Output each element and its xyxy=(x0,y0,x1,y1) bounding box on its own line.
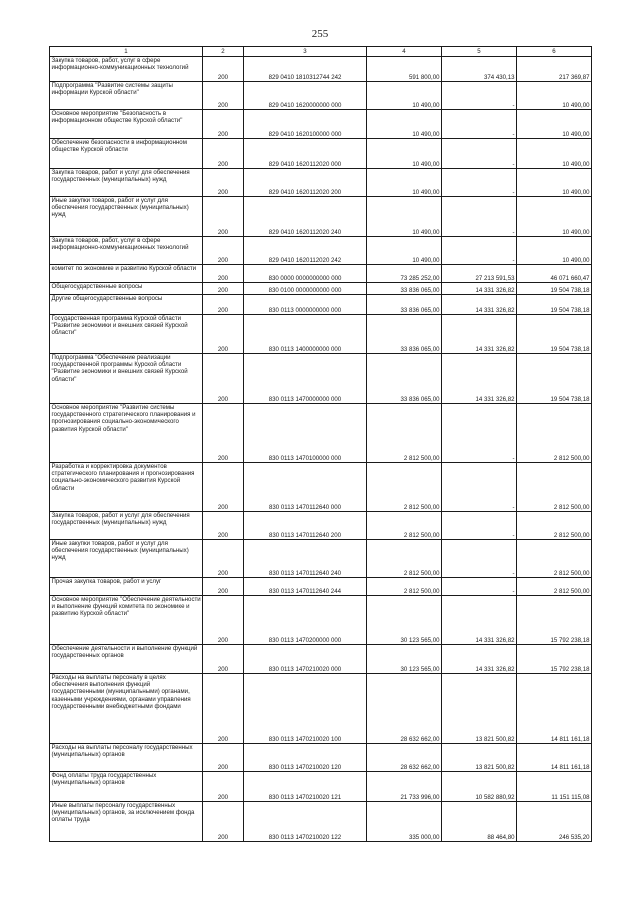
row-approved: 10 490,00 xyxy=(367,169,442,197)
row-name: Закупка товаров, работ, услуг в сфере информационно-коммуникационных технологий xyxy=(50,57,203,82)
row-executed: - xyxy=(442,578,517,596)
row-line-code: 200 xyxy=(203,265,244,283)
row-budget-code: 830 0113 1470210020 120 xyxy=(244,744,367,772)
row-budget-code: 830 0113 1470210020 122 xyxy=(244,802,367,842)
row-executed: - xyxy=(442,237,517,265)
row-approved: 2 812 500,00 xyxy=(367,578,442,596)
row-approved: 335 000,00 xyxy=(367,802,442,842)
row-executed: - xyxy=(442,463,517,512)
row-budget-code: 830 0113 1470112640 240 xyxy=(244,540,367,578)
row-name: Расходы на выплаты персоналу государственных (муниципальных) органов xyxy=(50,744,203,772)
row-line-code: 200 xyxy=(203,596,244,645)
row-line-code: 200 xyxy=(203,404,244,463)
row-budget-code: 830 0113 0000000000 000 xyxy=(244,295,367,315)
row-approved: 21 733 996,00 xyxy=(367,772,442,802)
row-unexecuted: 14 811 161,18 xyxy=(517,744,592,772)
row-line-code: 200 xyxy=(203,82,244,110)
header-col-2: 2 xyxy=(203,47,244,57)
row-name: Иные выплаты персоналу государственных (муниципальных) органов, за исключением фонда оплаты труда xyxy=(50,802,203,842)
row-name: Разработка и корректировка документов стратегического планирования и прогнозирования социально-экономического развития Курской области xyxy=(50,463,203,512)
row-executed: 14 331 326,82 xyxy=(442,645,517,674)
row-name: Иные закупки товаров, работ и услуг для обеспечения государственных (муниципальных) нужд xyxy=(50,197,203,237)
row-name: Подпрограмма "Обеспечение реализации государственной программы Курской области "Развитие экономики и внешних связей Курской области" xyxy=(50,354,203,404)
row-unexecuted: 10 490,00 xyxy=(517,82,592,110)
row-unexecuted: 246 535,20 xyxy=(517,802,592,842)
row-budget-code: 829 0410 1620112020 200 xyxy=(244,169,367,197)
row-budget-code: 829 0410 1620000000 000 xyxy=(244,82,367,110)
table-row xyxy=(50,512,592,540)
row-executed: 14 331 326,82 xyxy=(442,596,517,645)
row-approved: 28 632 662,00 xyxy=(367,744,442,772)
table-row xyxy=(50,463,592,512)
page-number: 255 xyxy=(311,28,329,40)
row-unexecuted: 15 792 238,18 xyxy=(517,645,592,674)
header-col-6: 6 xyxy=(517,47,592,57)
header-col-1: 1 xyxy=(50,47,203,57)
row-line-code: 200 xyxy=(203,463,244,512)
row-approved: 10 490,00 xyxy=(367,110,442,139)
row-executed: 10 582 880,92 xyxy=(442,772,517,802)
row-line-code: 200 xyxy=(203,315,244,354)
table-row xyxy=(50,744,592,772)
row-approved: 33 836 065,00 xyxy=(367,295,442,315)
row-line-code: 200 xyxy=(203,645,244,674)
row-approved: 30 123 565,00 xyxy=(367,596,442,645)
row-approved: 2 812 500,00 xyxy=(367,463,442,512)
table-row xyxy=(50,540,592,578)
row-unexecuted: 2 812 500,00 xyxy=(517,404,592,463)
row-budget-code: 830 0113 1470112640 244 xyxy=(244,578,367,596)
row-unexecuted: 11 151 115,08 xyxy=(517,772,592,802)
row-approved: 2 812 500,00 xyxy=(367,540,442,578)
row-approved: 10 490,00 xyxy=(367,237,442,265)
row-unexecuted: 10 490,00 xyxy=(517,139,592,169)
row-budget-code: 830 0113 1470210020 000 xyxy=(244,645,367,674)
row-line-code: 200 xyxy=(203,674,244,744)
row-line-code: 200 xyxy=(203,57,244,82)
row-budget-code: 829 0410 1620112020 240 xyxy=(244,197,367,237)
row-executed: 88 464,80 xyxy=(442,802,517,842)
row-name: Основное мероприятие "Безопасность в информационном обществе Курской области" xyxy=(50,110,203,139)
row-line-code: 200 xyxy=(203,540,244,578)
row-approved: 73 285 252,00 xyxy=(367,265,442,283)
table-row xyxy=(50,578,592,596)
row-name: Государственная программа Курской области "Развитие экономики и внешних связей Курской области" xyxy=(50,315,203,354)
row-unexecuted: 10 490,00 xyxy=(517,110,592,139)
row-unexecuted: 10 490,00 xyxy=(517,197,592,237)
row-name: Расходы на выплаты персоналу в целях обеспечения выполнения функций государственными (муниципальными) органами, казенными учреждениями, органами управления государственными внебюджетными фондами xyxy=(50,674,203,744)
row-executed: - xyxy=(442,404,517,463)
row-executed: - xyxy=(442,512,517,540)
row-name: Общегосударственные вопросы xyxy=(50,283,203,295)
table-row xyxy=(50,139,592,169)
row-approved: 10 490,00 xyxy=(367,139,442,169)
header-col-3: 3 xyxy=(244,47,367,57)
row-budget-code: 830 0113 1470210020 121 xyxy=(244,772,367,802)
row-budget-code: 829 0410 1620112020 242 xyxy=(244,237,367,265)
row-name: Обеспечение деятельности и выполнение функций государственных органов xyxy=(50,645,203,674)
row-name: Закупка товаров, работ и услуг для обеспечения государственных (муниципальных) нужд xyxy=(50,169,203,197)
row-approved: 33 836 065,00 xyxy=(367,354,442,404)
row-unexecuted: 2 812 500,00 xyxy=(517,540,592,578)
row-name: Закупка товаров, работ и услуг для обеспечения государственных (муниципальных) нужд xyxy=(50,512,203,540)
row-budget-code: 830 0113 1470112640 200 xyxy=(244,512,367,540)
row-name: комитет по экономике и развитию Курской области xyxy=(50,265,203,283)
table-row xyxy=(50,315,592,354)
row-unexecuted: 14 811 161,18 xyxy=(517,674,592,744)
row-name: Основное мероприятие "Обеспечение деятельности и выполнение функций комитета по экономике и развитию Курской области" xyxy=(50,596,203,645)
row-line-code: 200 xyxy=(203,744,244,772)
row-budget-code: 830 0113 1400000000 000 xyxy=(244,315,367,354)
row-unexecuted: 15 792 238,18 xyxy=(517,596,592,645)
row-line-code: 200 xyxy=(203,578,244,596)
row-budget-code: 829 0410 1620112020 000 xyxy=(244,139,367,169)
row-unexecuted: 19 504 738,18 xyxy=(517,295,592,315)
row-executed: 13 821 500,82 xyxy=(442,744,517,772)
row-unexecuted: 2 812 500,00 xyxy=(517,578,592,596)
table-row xyxy=(50,596,592,645)
row-approved: 10 490,00 xyxy=(367,197,442,237)
row-name: Иные закупки товаров, работ и услуг для обеспечения государственных (муниципальных) нужд xyxy=(50,540,203,578)
table-row xyxy=(50,404,592,463)
row-name: Другие общегосударственные вопросы xyxy=(50,295,203,315)
row-approved: 33 836 065,00 xyxy=(367,283,442,295)
row-line-code: 200 xyxy=(203,169,244,197)
row-line-code: 200 xyxy=(203,772,244,802)
table-row xyxy=(50,57,592,82)
row-line-code: 200 xyxy=(203,283,244,295)
row-line-code: 200 xyxy=(203,802,244,842)
table-row xyxy=(50,169,592,197)
row-budget-code: 830 0113 1470112640 000 xyxy=(244,463,367,512)
row-line-code: 200 xyxy=(203,237,244,265)
row-budget-code: 830 0100 0000000000 000 xyxy=(244,283,367,295)
row-approved: 10 490,00 xyxy=(367,82,442,110)
row-unexecuted: 19 504 738,18 xyxy=(517,283,592,295)
row-approved: 2 812 500,00 xyxy=(367,404,442,463)
table-row xyxy=(50,197,592,237)
row-executed: - xyxy=(442,197,517,237)
row-executed: 27 213 591,53 xyxy=(442,265,517,283)
row-unexecuted: 19 504 738,18 xyxy=(517,354,592,404)
table-row xyxy=(50,354,592,404)
row-unexecuted: 10 490,00 xyxy=(517,169,592,197)
row-executed: - xyxy=(442,110,517,139)
table-row xyxy=(50,82,592,110)
table-row xyxy=(50,645,592,674)
row-approved: 591 800,00 xyxy=(367,57,442,82)
table-row xyxy=(50,802,592,842)
row-executed: - xyxy=(442,169,517,197)
row-unexecuted: 2 812 500,00 xyxy=(517,512,592,540)
table-header-row xyxy=(50,47,592,57)
row-line-code: 200 xyxy=(203,354,244,404)
row-executed: 374 430,13 xyxy=(442,57,517,82)
row-line-code: 200 xyxy=(203,139,244,169)
budget-table xyxy=(49,46,592,842)
row-name: Подпрограмма "Развитие системы защиты информации Курской области" xyxy=(50,82,203,110)
table-row xyxy=(50,265,592,283)
row-name: Фонд оплаты труда государственных (муниципальных) органов xyxy=(50,772,203,802)
row-name: Прочая закупка товаров, работ и услуг xyxy=(50,578,203,596)
row-executed: 13 821 500,82 xyxy=(442,674,517,744)
table-row xyxy=(50,237,592,265)
row-line-code: 200 xyxy=(203,512,244,540)
row-executed: 14 331 326,82 xyxy=(442,295,517,315)
table-row xyxy=(50,295,592,315)
row-name: Основное мероприятие "Развитие системы государственного стратегического планирования и прогнозирования социально-экономического развития Курской области" xyxy=(50,404,203,463)
row-unexecuted: 10 490,00 xyxy=(517,237,592,265)
row-unexecuted: 217 369,87 xyxy=(517,57,592,82)
row-line-code: 200 xyxy=(203,110,244,139)
row-budget-code: 830 0113 1470210020 100 xyxy=(244,674,367,744)
header-col-4: 4 xyxy=(367,47,442,57)
table-row xyxy=(50,283,592,295)
row-executed: 14 331 326,82 xyxy=(442,354,517,404)
row-executed: 14 331 326,82 xyxy=(442,315,517,354)
row-unexecuted: 2 812 500,00 xyxy=(517,463,592,512)
row-executed: - xyxy=(442,139,517,169)
table-row xyxy=(50,772,592,802)
row-budget-code: 830 0113 1470200000 000 xyxy=(244,596,367,645)
row-budget-code: 830 0113 1470000000 000 xyxy=(244,354,367,404)
row-name: Обеспечение безопасности в информационном обществе Курской области xyxy=(50,139,203,169)
row-approved: 30 123 565,00 xyxy=(367,645,442,674)
row-executed: 14 331 326,82 xyxy=(442,283,517,295)
header-col-5: 5 xyxy=(442,47,517,57)
row-line-code: 200 xyxy=(203,197,244,237)
row-name: Закупка товаров, работ, услуг в сфере информационно-коммуникационных технологий xyxy=(50,237,203,265)
row-budget-code: 829 0410 1810312744 242 xyxy=(244,57,367,82)
row-executed: - xyxy=(442,540,517,578)
row-budget-code: 830 0000 0000000000 000 xyxy=(244,265,367,283)
row-approved: 28 632 662,00 xyxy=(367,674,442,744)
table-row xyxy=(50,674,592,744)
row-approved: 33 836 065,00 xyxy=(367,315,442,354)
row-unexecuted: 19 504 738,18 xyxy=(517,315,592,354)
row-approved: 2 812 500,00 xyxy=(367,512,442,540)
row-line-code: 200 xyxy=(203,295,244,315)
row-budget-code: 830 0113 1470100000 000 xyxy=(244,404,367,463)
row-budget-code: 829 0410 1620100000 000 xyxy=(244,110,367,139)
row-unexecuted: 46 071 660,47 xyxy=(517,265,592,283)
table-row xyxy=(50,110,592,139)
row-executed: - xyxy=(442,82,517,110)
